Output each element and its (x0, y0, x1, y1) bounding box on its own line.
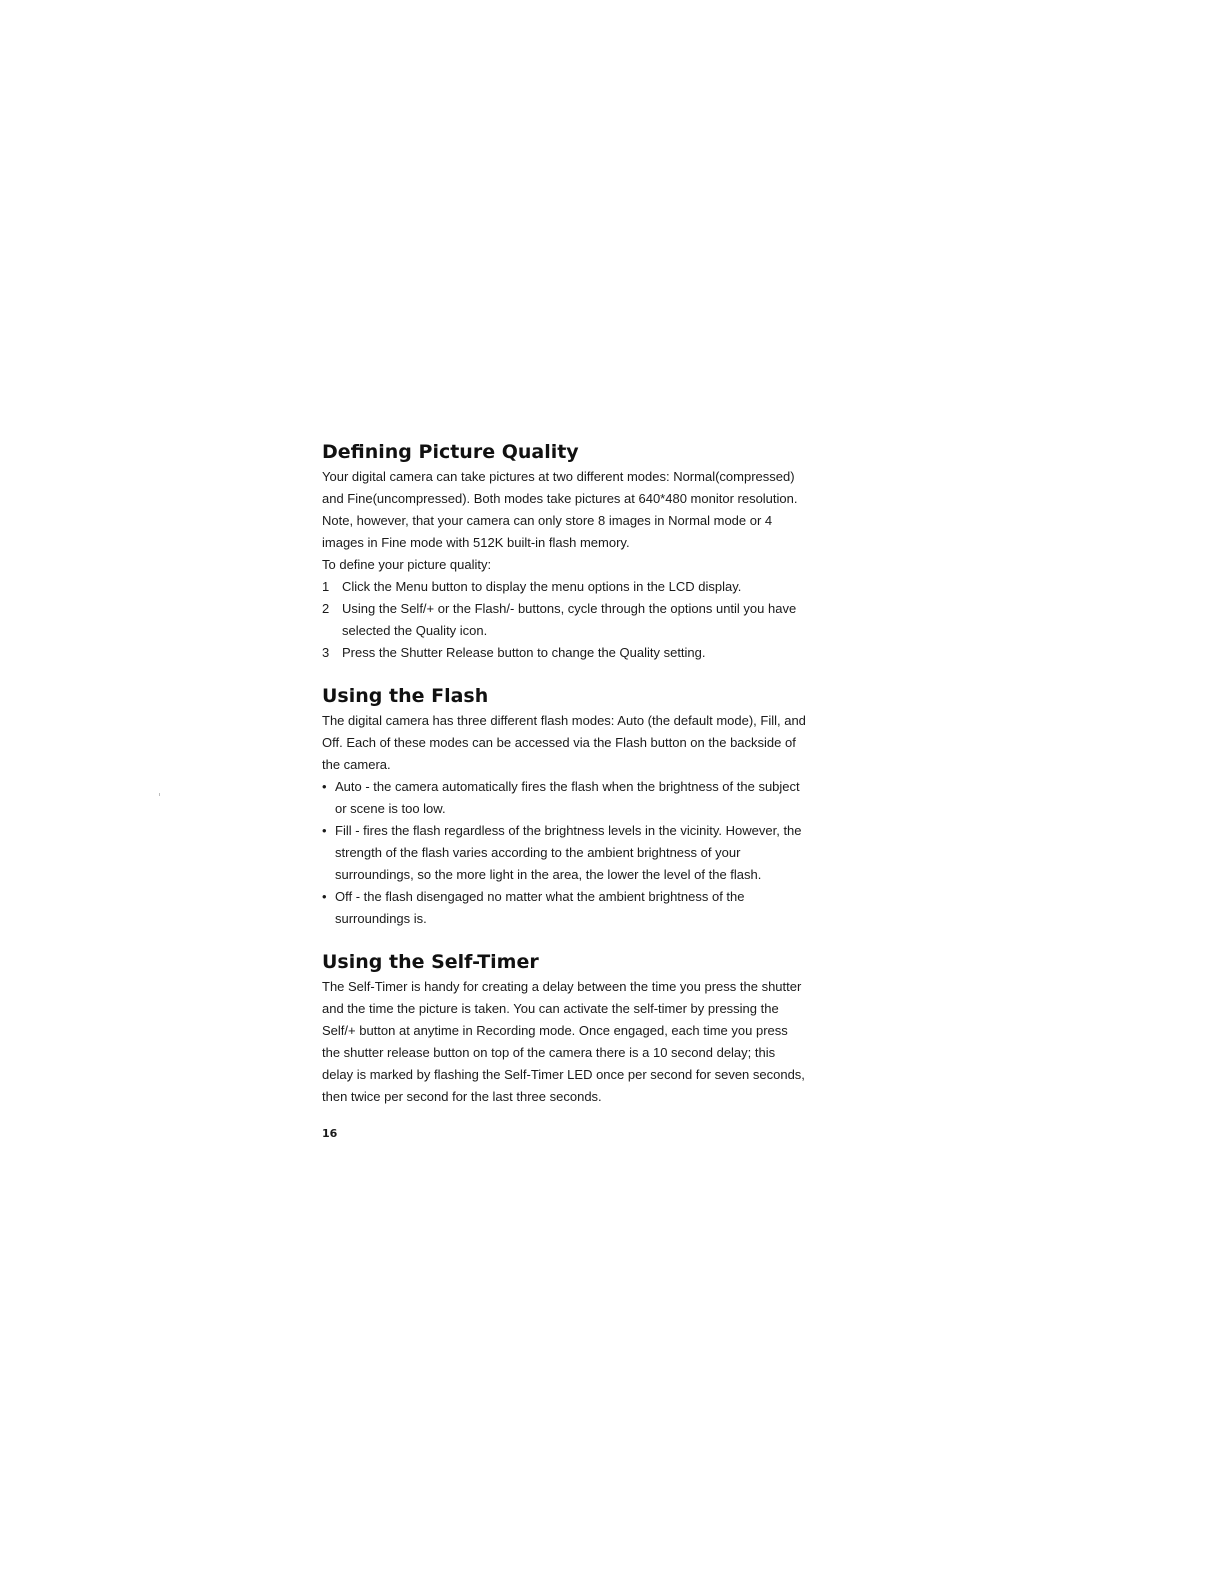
flash-mode-item (322, 886, 806, 930)
step-text: Using the Self/+ or the Flash/- buttons, cycle through the options until you have selected the Quality icon. (342, 601, 797, 638)
quality-lead-text: To define your picture quality: (322, 557, 492, 572)
quality-step (322, 576, 806, 598)
quality-steps-list (322, 576, 806, 664)
flash-mode-text: Fill - fires the flash regardless of the brightness levels in the vicinity. However, the strength of the flash varies according to the ambient brightness of your surroundings, so the more light in the area, the lower the level of the flash. (335, 823, 802, 882)
flash-mode-item (322, 776, 806, 820)
step-text: Press the Shutter Release button to change the Quality setting. (342, 645, 706, 660)
quality-step (322, 642, 806, 664)
flash-intro-paragraph: The digital camera has three different flash modes: Auto (the default mode), Fill, and Off. Each of these modes can be accessed via the Flash button on the backside of the camera. (322, 713, 806, 772)
manual-page (322, 440, 806, 1142)
step-text: Click the Menu button to display the menu options in the LCD display. (342, 579, 742, 594)
section-self-timer (322, 950, 806, 1108)
flash-modes-list (322, 776, 806, 930)
section-picture-quality (322, 440, 806, 664)
bullet-icon: • (322, 779, 327, 794)
step-number: 1 (322, 579, 330, 594)
heading-using-flash: Using the Flash (322, 685, 489, 707)
heading-self-timer: Using the Self-Timer (322, 951, 539, 973)
bullet-icon: • (322, 823, 327, 838)
step-number: 3 (322, 645, 330, 660)
flash-mode-text: Auto - the camera automatically fires the flash when the brightness of the subject or scene is too low. (335, 779, 800, 816)
flash-mode-item (322, 820, 806, 886)
section-using-flash (322, 684, 806, 930)
self-timer-paragraph: The Self-Timer is handy for creating a delay between the time you press the shutter and the time the picture is taken. You can activate the self-timer by pressing the Self/+ button at anytime in Recording mode. Once engaged, each time you press the shutter release button on top of the camera there is a 10 second delay; this delay is marked by flashing the Self-Timer LED once per second for seven seconds, then twice per second for the last three seconds. (322, 979, 805, 1104)
flash-mode-text: Off - the flash disengaged no matter what the ambient brightness of the surroundings is. (335, 889, 745, 926)
quality-step (322, 598, 806, 642)
heading-picture-quality: Defining Picture Quality (322, 441, 579, 463)
bullet-icon: • (322, 889, 327, 904)
scan-speck (159, 793, 160, 796)
page-number: 16 (322, 1127, 338, 1140)
quality-intro-paragraph: Your digital camera can take pictures at two different modes: Normal(compressed) and Fine(uncompressed). Both modes take pictures at 640*480 monitor resolution. Note, however, that your camera can only store 8 images in Normal mode or 4 images in Fine mode with 512K built-in flash memory. (322, 469, 798, 550)
step-number: 2 (322, 601, 330, 616)
